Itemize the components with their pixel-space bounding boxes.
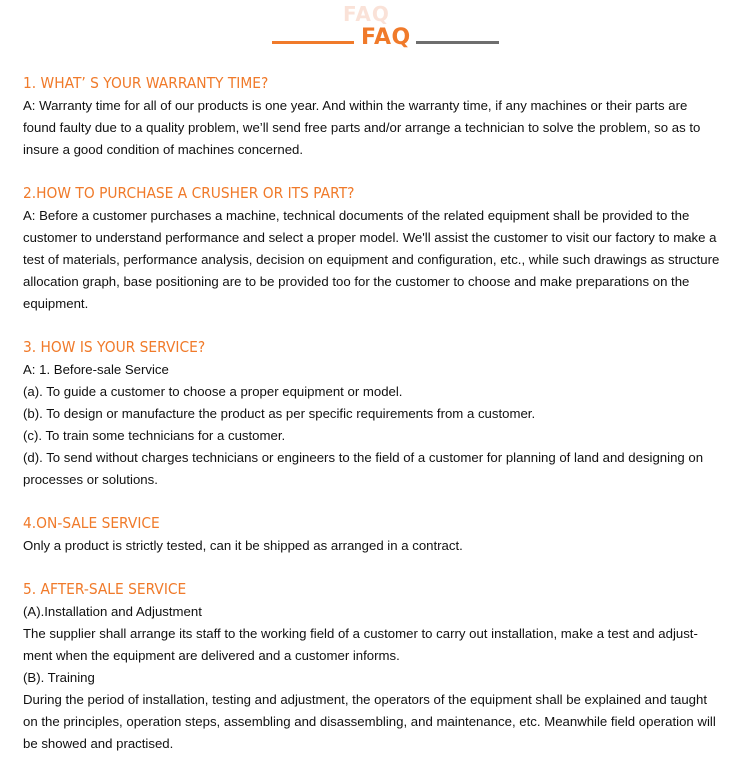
title-rule-right	[416, 41, 499, 44]
answer-line: (c). To train some technicians for a customer.	[23, 428, 286, 443]
title-rule-left	[272, 41, 354, 44]
answer-line: (B). Training	[23, 670, 95, 685]
faq-section-after-sale	[23, 577, 733, 755]
answer-line: insure a good condition of machines concerned.	[23, 142, 304, 157]
faq-section-service	[23, 335, 733, 491]
answer-line: equipment.	[23, 296, 89, 311]
answer-line: be showed and practised.	[23, 736, 174, 751]
answer-line: ment when the equipment are delivered and a customer informs.	[23, 648, 400, 663]
faq-header	[0, 0, 750, 60]
answer-line: allocation graph, base positioning are to be provided too for the customer to choose and make preparations on the	[23, 274, 690, 289]
answer-line: (b). To design or manufacture the product as per specific requirements from a customer.	[23, 406, 536, 421]
answer-line: (A).Installation and Adjustment	[23, 604, 202, 619]
faq-section-warranty	[23, 71, 733, 161]
faq-section-purchase	[23, 181, 733, 315]
faq-title-shadow: FAQ	[343, 2, 390, 26]
answer-line: The supplier shall arrange its staff to the working field of a customer to carry out installation, make a test and adjust-	[23, 626, 698, 641]
answer-line: Only a product is strictly tested, can it be shipped as arranged in a contract.	[23, 538, 463, 553]
section-heading: 1. WHAT’ S YOUR WARRANTY TIME?	[23, 74, 269, 92]
section-heading: 2.HOW TO PURCHASE A CRUSHER OR ITS PART?	[23, 184, 355, 202]
answer-line: on the principles, operation steps, assembling and disassembling, and maintenance, etc. Meanwhile field operation will	[23, 714, 716, 729]
answer-line: A: Before a customer purchases a machine, technical documents of the related equipment shall be provided to the	[23, 208, 690, 223]
answer-line: customer to understand performance and select a proper model. We'll assist the customer to visit our factory to make a	[23, 230, 717, 245]
answer-line: (a). To guide a customer to choose a proper equipment or model.	[23, 384, 403, 399]
answer-line: During the period of installation, testing and adjustment, the operators of the equipment shall be explained and taught	[23, 692, 708, 707]
faq-section-on-sale	[23, 511, 733, 557]
section-heading: 5. AFTER-SALE SERVICE	[23, 580, 187, 598]
answer-line: (d). To send without charges technicians or engineers to the field of a customer for planning of land and designing on	[23, 450, 704, 465]
section-heading: 4.ON-SALE SERVICE	[23, 514, 160, 532]
answer-line: processes or solutions.	[23, 472, 158, 487]
answer-line: A: Warranty time for all of our products is one year. And within the warranty time, if any machines or their parts are	[23, 98, 688, 113]
answer-line: A: 1. Before-sale Service	[23, 362, 169, 377]
answer-line: test of materials, performance analysis, decision on equipment and configuration, etc., while such drawings as structure	[23, 252, 720, 267]
page-title: FAQ	[361, 25, 411, 50]
faq-content	[23, 71, 733, 775]
section-heading: 3. HOW IS YOUR SERVICE?	[23, 338, 206, 356]
answer-line: found faulty due to a quality problem, we’ll send free parts and/or arrange a technician to solve the problem, so as to	[23, 120, 701, 135]
